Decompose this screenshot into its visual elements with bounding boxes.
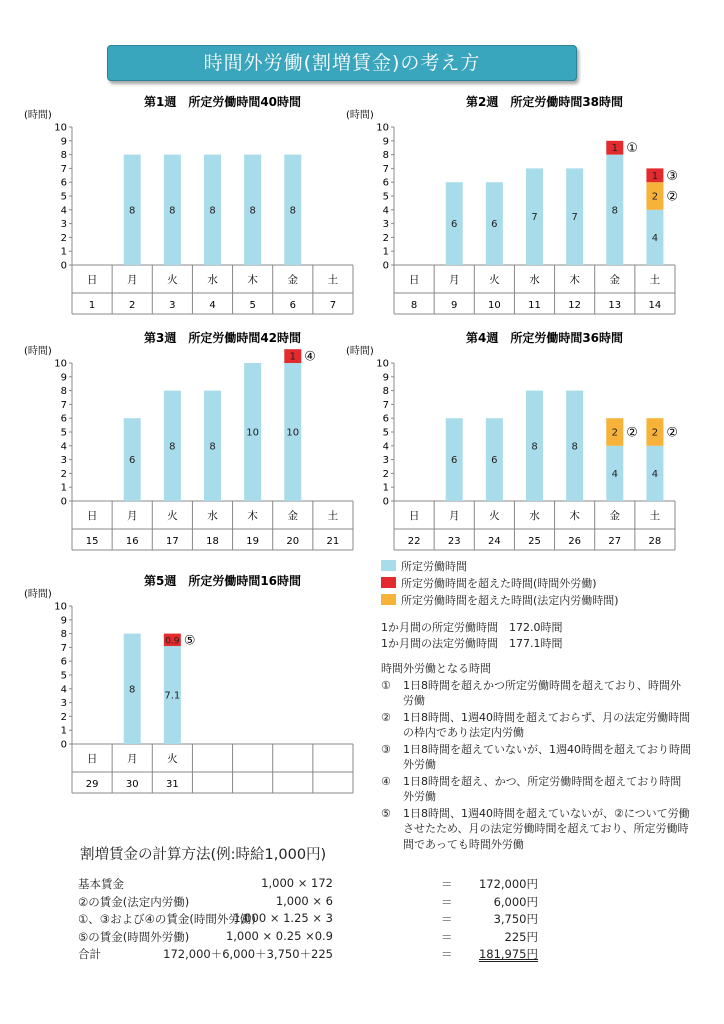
day-label: 日	[86, 753, 98, 765]
legend-swatch-regular	[381, 560, 396, 571]
y-tick-label: 0	[60, 496, 67, 508]
y-tick-label: 6	[382, 177, 389, 189]
day-label: 水	[529, 274, 540, 286]
date-label: 23	[447, 536, 461, 547]
day-label: 日	[408, 510, 420, 522]
day-label: 月	[126, 510, 138, 522]
calc-label: ②の賃金(法定内労働)	[78, 894, 190, 909]
y-tick-label: 8	[60, 386, 67, 398]
bar-value-label: 8	[249, 205, 256, 217]
calc-result: 172,000円	[478, 877, 538, 891]
calc-row	[78, 911, 538, 929]
note-number: ⑤	[381, 806, 391, 820]
bar-annotation: ⑤	[183, 633, 196, 649]
date-label: 19	[246, 536, 260, 547]
y-axis-label: (時間)	[24, 110, 52, 121]
calc-label: 合計	[78, 947, 101, 961]
calc-label: ⑤の賃金(時間外労働)	[78, 929, 190, 944]
day-label: 火	[167, 510, 178, 522]
bar-value-label: 8	[129, 205, 136, 217]
bar-value-label: 8	[571, 441, 578, 453]
note-text: 1日8時間、1週40時間を超えていないが、②について労働させたため、月の法定労働時間を超えており、所定労働時間であっても時間外労働	[403, 806, 690, 851]
week-4-chart	[342, 324, 682, 556]
date-label: 24	[487, 536, 501, 547]
y-tick-label: 3	[382, 219, 389, 231]
y-tick-label: 6	[382, 413, 389, 425]
bar-value-label: 8	[531, 441, 538, 453]
y-tick-label: 7	[60, 163, 67, 175]
note-item	[381, 678, 691, 709]
day-label: 土	[327, 274, 339, 286]
y-tick-label: 3	[382, 455, 389, 467]
day-label: 木	[569, 274, 580, 286]
y-tick-label: 1	[382, 482, 389, 494]
legend-item	[381, 574, 619, 591]
note-item	[381, 742, 691, 773]
calc-equals: ＝	[441, 912, 453, 926]
calc-result: 6,000円	[493, 894, 538, 909]
date-label: 26	[568, 536, 582, 547]
y-tick-label: 2	[60, 711, 67, 723]
calc-expression: 172,000＋6,000＋3,750＋225	[163, 947, 333, 961]
y-tick-label: 9	[60, 372, 67, 384]
calc-equals: ＝	[441, 877, 453, 891]
day-label: 水	[207, 510, 218, 522]
y-tick-label: 10	[54, 601, 67, 613]
bar-value-label: 1	[289, 351, 296, 363]
date-label: 14	[648, 300, 662, 311]
calc-equals: ＝	[441, 929, 453, 944]
chart-title: 第4週 所定労働時間36時間	[465, 331, 624, 345]
date-label: 17	[165, 536, 179, 547]
bar-value-label: 2	[611, 427, 618, 439]
overtime-notes	[381, 661, 691, 853]
monthly-scheduled-hours: 1か月間の所定労働時間 172.0時間	[381, 621, 563, 634]
y-tick-label: 10	[376, 122, 389, 134]
legend-item	[381, 557, 619, 574]
note-text: 1日8時間を超え、かつ、所定労働時間を超えており時間外労働	[403, 774, 682, 803]
date-label: 13	[608, 300, 622, 311]
legend-item	[381, 591, 619, 608]
date-label: 27	[608, 536, 622, 547]
note-item	[381, 806, 691, 853]
y-tick-label: 5	[60, 427, 67, 439]
date-label: 30	[125, 779, 139, 790]
y-tick-label: 7	[382, 163, 389, 175]
date-label: 9	[451, 300, 458, 311]
legend	[381, 557, 619, 608]
y-tick-label: 8	[382, 386, 389, 398]
y-tick-label: 5	[60, 670, 67, 682]
bar-annotation: ②	[666, 189, 679, 205]
calc-total-result: 181,975円	[478, 947, 538, 961]
y-tick-label: 1	[60, 246, 67, 258]
day-label: 金	[287, 274, 299, 286]
y-tick-label: 6	[60, 413, 67, 425]
legend-label: 所定労働時間を超えた時間(時間外労働)	[401, 576, 597, 590]
bar-value-label: 0.9	[165, 636, 180, 647]
date-label: 22	[407, 536, 421, 547]
y-tick-label: 1	[382, 246, 389, 258]
date-label: 1	[88, 300, 96, 311]
bar-value-label: 8	[169, 441, 176, 453]
monthly-legal-hours: 1か月間の法定労働時間 177.1時間	[381, 637, 563, 650]
y-axis-label: (時間)	[24, 346, 52, 357]
y-tick-label: 2	[60, 232, 67, 244]
bar-annotation: ②	[666, 425, 679, 441]
y-tick-label: 0	[60, 260, 67, 272]
y-tick-label: 2	[382, 232, 389, 244]
day-label: 土	[649, 510, 661, 522]
y-tick-label: 8	[382, 150, 389, 162]
y-tick-label: 2	[60, 468, 67, 480]
day-label: 水	[207, 274, 218, 286]
date-label: 20	[286, 536, 300, 547]
date-label: 6	[289, 300, 296, 311]
calc-table	[78, 876, 538, 964]
bar-value-label: 8	[611, 205, 618, 217]
calc-result: 3,750円	[493, 912, 538, 926]
day-label: 火	[167, 274, 178, 286]
legend-swatch-overtime	[381, 577, 396, 588]
bar-value-label: 7	[571, 212, 578, 224]
y-tick-label: 9	[382, 372, 389, 384]
note-item	[381, 774, 691, 805]
y-tick-label: 7	[60, 399, 67, 411]
bar-value-label: 6	[451, 219, 458, 231]
bar-value-label: 2	[651, 191, 659, 203]
bar-value-label: 1	[611, 143, 618, 155]
bar-value-label: 10	[286, 427, 300, 439]
note-number: ①	[381, 678, 391, 692]
date-label: 18	[206, 536, 219, 547]
note-text: 1日8時間を超えていないが、1週40時間を超えており時間外労働	[403, 742, 691, 771]
y-tick-label: 10	[376, 358, 389, 370]
note-text: 1日8時間を超えかつ所定労働時間を超えており、時間外労働	[403, 678, 681, 707]
y-tick-label: 6	[60, 177, 67, 189]
y-tick-label: 4	[382, 441, 389, 453]
y-tick-label: 8	[60, 629, 67, 641]
bar-value-label: 8	[169, 205, 176, 217]
y-axis-label: (時間)	[24, 589, 52, 600]
chart-title: 第3週 所定労働時間42時間	[143, 331, 302, 345]
calc-expression: 1,000 × 172	[261, 876, 333, 890]
day-label: 月	[126, 274, 138, 286]
y-tick-label: 0	[382, 260, 389, 272]
bar-value-label: 1	[651, 170, 659, 182]
bar-value-label: 8	[209, 441, 216, 453]
day-label: 土	[327, 510, 339, 522]
note-number: ④	[381, 774, 391, 788]
date-label: 11	[528, 300, 541, 311]
y-tick-label: 4	[382, 205, 389, 217]
page-title: 時間外労働(割増賃金)の考え方	[203, 52, 481, 74]
y-tick-label: 0	[60, 739, 67, 751]
page-title-banner	[107, 45, 577, 81]
day-label: 火	[489, 274, 500, 286]
day-label: 日	[408, 274, 420, 286]
day-label: 月	[448, 274, 460, 286]
date-label: 7	[329, 300, 337, 311]
bar-value-label: 10	[246, 427, 260, 439]
y-tick-label: 5	[382, 427, 389, 439]
y-tick-label: 9	[382, 136, 389, 148]
date-label: 31	[165, 779, 179, 790]
date-label: 8	[410, 300, 418, 311]
calc-expression: 1,000 × 0.25 ×0.9	[225, 928, 333, 943]
bar-value-label: 7.1	[164, 690, 181, 702]
y-tick-label: 4	[60, 205, 67, 217]
y-tick-label: 9	[60, 136, 67, 148]
y-tick-label: 8	[60, 150, 67, 162]
note-number: ②	[381, 710, 391, 724]
bar-value-label: 8	[289, 205, 296, 217]
calc-label: ①、③および④の賃金(時間外労働)	[78, 912, 256, 926]
y-tick-label: 3	[60, 455, 67, 467]
legend-swatch-legal	[381, 594, 396, 605]
bar-value-label: 8	[209, 205, 216, 217]
bar-annotation: ④	[304, 349, 316, 365]
date-label: 28	[648, 536, 662, 547]
calc-equals: ＝	[441, 894, 453, 909]
day-label: 金	[609, 510, 621, 522]
bar-annotation: ①	[626, 141, 638, 157]
bar-value-label: 8	[129, 684, 136, 696]
note-text: 1日8時間、1週40時間を超えておらず、月の法定労働時間の枠内であり法定内労働	[403, 710, 691, 739]
calc-equals: ＝	[441, 947, 453, 961]
calc-result: 225円	[504, 929, 538, 944]
calc-row	[78, 894, 538, 912]
calc-row	[78, 929, 538, 947]
chart-title: 第2週 所定労働時間38時間	[465, 95, 624, 109]
day-label: 木	[569, 510, 580, 522]
monthly-hours	[381, 620, 563, 652]
date-label: 12	[568, 300, 582, 311]
y-tick-label: 9	[60, 615, 67, 627]
bar-value-label: 6	[451, 455, 458, 467]
day-label: 水	[529, 510, 540, 522]
day-label: 木	[247, 510, 258, 522]
y-tick-label: 3	[60, 219, 67, 231]
bar-value-label: 4	[651, 468, 659, 480]
y-tick-label: 0	[382, 496, 389, 508]
note-item	[381, 710, 691, 741]
week-3-chart	[20, 324, 360, 556]
day-label: 日	[86, 510, 98, 522]
date-label: 21	[326, 536, 340, 547]
date-label: 4	[209, 300, 216, 311]
y-axis-label: (時間)	[346, 346, 374, 357]
date-label: 29	[85, 779, 99, 790]
date-label: 10	[487, 300, 501, 311]
y-tick-label: 4	[60, 441, 67, 453]
bar-value-label: 4	[611, 468, 618, 480]
calc-title: 割増賃金の計算方法(例:時給1,000円)	[80, 847, 327, 863]
chart-title: 第5週 所定労働時間16時間	[143, 574, 302, 588]
date-label: 2	[129, 300, 136, 311]
calc-row	[78, 876, 538, 894]
y-tick-label: 2	[382, 468, 389, 480]
bar-value-label: 6	[129, 455, 136, 467]
y-tick-label: 7	[382, 399, 389, 411]
bar-value-label: 2	[651, 427, 659, 439]
bar-annotation: ③	[666, 168, 679, 184]
calc-row-total	[78, 946, 538, 964]
day-label: 火	[489, 510, 500, 522]
y-tick-label: 5	[60, 191, 67, 203]
calc-expression: 1,000 × 1.25 × 3	[233, 911, 333, 925]
y-tick-label: 10	[54, 358, 67, 370]
date-label: 3	[169, 300, 176, 311]
day-label: 金	[609, 274, 621, 286]
y-tick-label: 3	[60, 698, 67, 710]
bar-value-label: 4	[651, 232, 659, 244]
bar-value-label: 7	[531, 212, 538, 224]
notes-heading: 時間外労働となる時間	[381, 662, 491, 675]
y-axis-label: (時間)	[346, 110, 374, 121]
week-2-chart	[342, 88, 682, 320]
bar-value-label: 6	[491, 455, 498, 467]
day-label: 土	[649, 274, 661, 286]
y-tick-label: 1	[60, 725, 67, 737]
y-tick-label: 4	[60, 684, 67, 696]
day-label: 月	[126, 753, 138, 765]
date-label: 5	[249, 300, 256, 311]
y-tick-label: 6	[60, 656, 67, 668]
calc-label: 基本賃金	[78, 877, 124, 891]
bar-annotation: ②	[626, 425, 638, 441]
date-label: 15	[85, 536, 99, 547]
y-tick-label: 10	[54, 122, 67, 134]
note-number: ③	[381, 742, 391, 756]
legend-label: 所定労働時間を超えた時間(法定内労働時間)	[401, 593, 619, 607]
legend-label: 所定労働時間	[401, 559, 467, 573]
y-tick-label: 7	[60, 642, 67, 654]
bar-value-label: 6	[491, 219, 498, 231]
y-tick-label: 5	[382, 191, 389, 203]
date-label: 16	[125, 536, 139, 547]
week-5-chart	[20, 567, 360, 799]
day-label: 日	[86, 274, 98, 286]
y-tick-label: 1	[60, 482, 67, 494]
calc-expression: 1,000 × 6	[275, 893, 333, 908]
day-label: 月	[448, 510, 460, 522]
date-label: 25	[528, 536, 541, 547]
day-label: 火	[167, 753, 178, 765]
day-label: 木	[247, 274, 258, 286]
week-1-chart	[20, 88, 360, 320]
day-label: 金	[287, 510, 299, 522]
chart-title: 第1週 所定労働時間40時間	[143, 95, 302, 109]
